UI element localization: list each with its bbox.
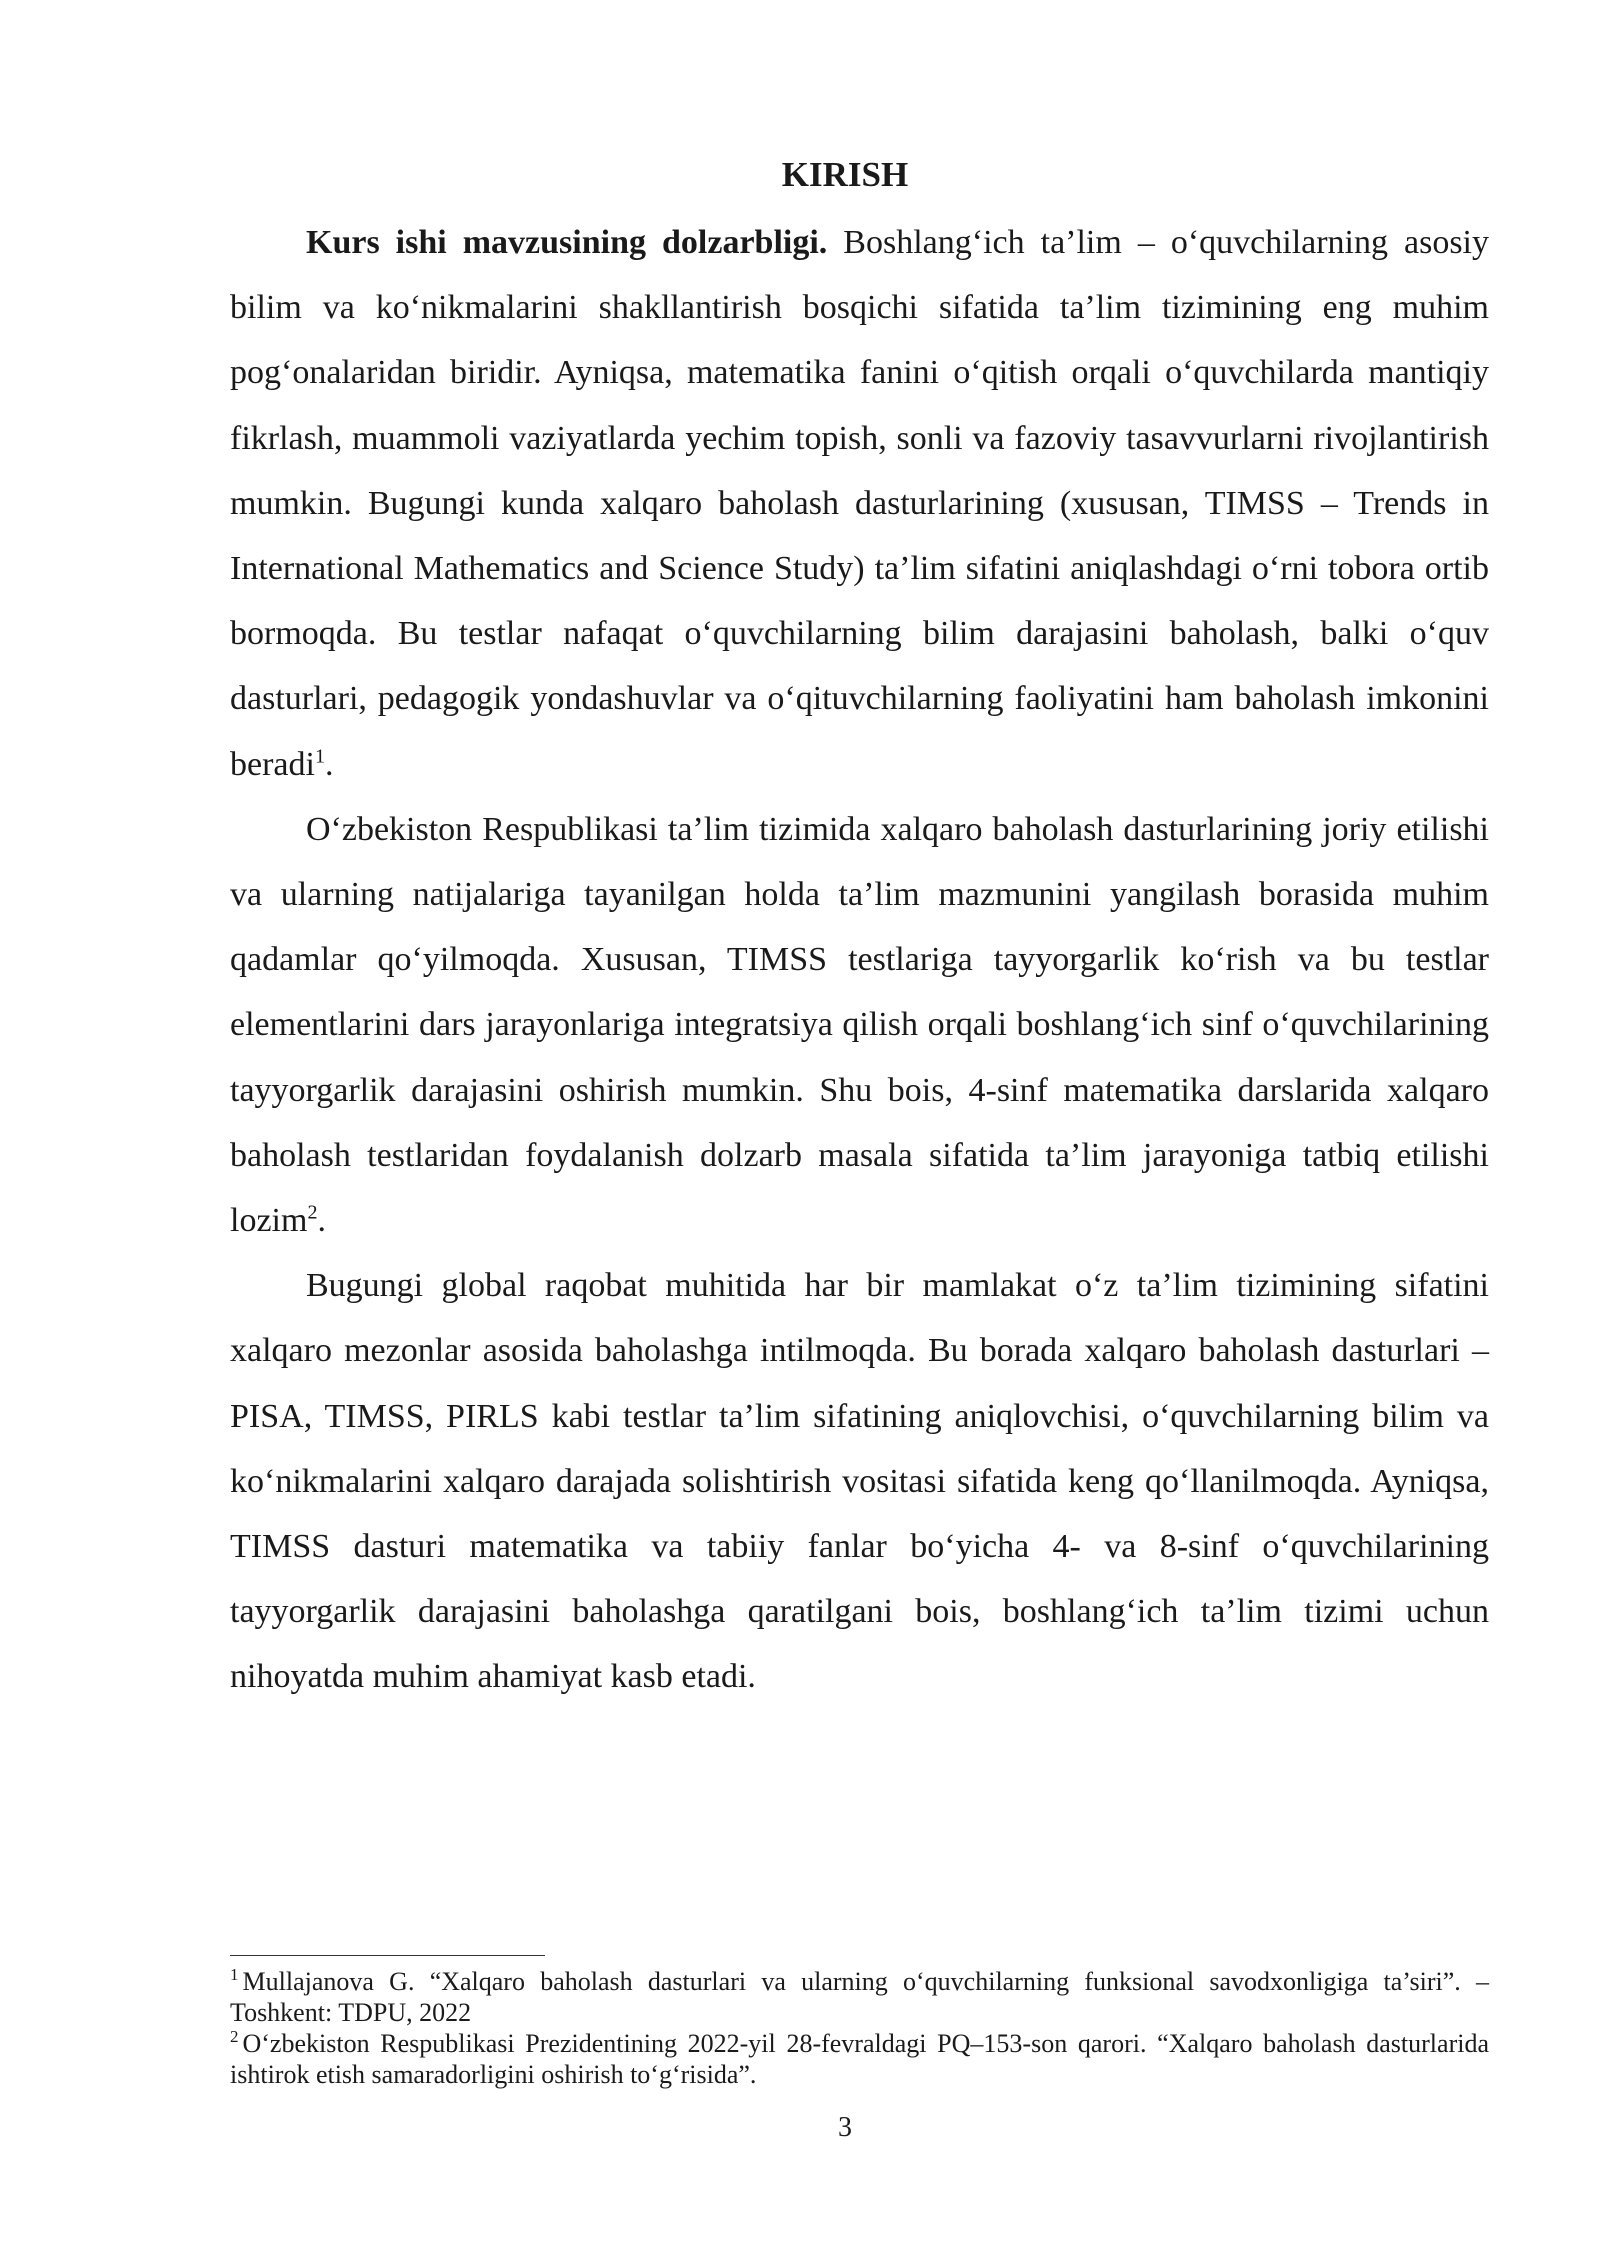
footnote-text: O‘zbekiston Respublikasi Prezidentining 2022-yil 28-fevraldagi PQ–153-son qarori. “Xalqaro baholash dasturlarida ishtirok etish samaradorligini oshirish to‘g‘risida”. bbox=[230, 2029, 1489, 2089]
footnote-2 bbox=[230, 2028, 1489, 2090]
paragraph-text: Boshlang‘ich ta’lim – o‘quvchilarning asosiy bilim va ko‘nikmalarini shakllantirish bosqichi sifatida ta’lim tizimining eng muhim pog‘onalaridan biridir. Ayniqsa, matematika fanini o‘qitish orqali o‘quvchilarda mantiqiy fikrlash, muammoli vaziyatlarda yechim topish, sonli va fazoviy tasavvurlarni rivojlantirish mumkin. Bugungi kunda xalqaro baholash dasturlarining (xususan, TIMSS – Trends in International Mathematics and Science Study) ta’lim sifatini aniqlashdagi o‘rni tobora ortib bormoqda. Bu testlar nafaqat o‘quvchilarning bilim darajasini baholash, balki o‘quv dasturlari, pedagogik yondashuvlar va o‘qituvchilarning faoliyatini ham baholash imkonini beradi bbox=[230, 224, 1490, 783]
footnote-ref[interactable]: 2 bbox=[307, 1201, 318, 1224]
paragraph-relevance bbox=[230, 210, 1489, 797]
footnote-mark: 2 bbox=[230, 2027, 239, 2047]
footnotes bbox=[230, 1966, 1489, 2090]
footnote-1 bbox=[230, 1966, 1489, 2028]
body-text bbox=[230, 210, 1489, 1710]
paragraph-text: O‘zbekiston Respublikasi ta’lim tizimida xalqaro baholash dasturlarining joriy etilishi va ularning natijalariga tayanilgan holda ta’lim mazmunini yangilash borasida muhim qadamlar qo‘yilmoqda. Xususan, TIMSS testlariga tayyorgarlik ko‘rish va bu testlar elementlarini dars jarayonlariga integratsiya qilish orqali boshlang‘ich sinf o‘quvchilarining tayyorgarlik darajasini oshirish mumkin. Shu bois, 4-sinf matematika darslarida xalqaro baholash testlaridan foydalanish dolzarb masala sifatida ta’lim jarayoniga tatbiq etilishi lozim bbox=[230, 810, 1489, 1240]
paragraph-global bbox=[230, 1253, 1489, 1709]
page-number: 3 bbox=[838, 2112, 852, 2143]
paragraph-lead: Kurs ishi mavzusining dolzarbligi. bbox=[306, 224, 828, 261]
paragraph-end: . bbox=[324, 745, 334, 783]
footnote-separator bbox=[230, 1955, 545, 1956]
footnote-ref[interactable]: 1 bbox=[314, 745, 325, 768]
paragraph-text: Bugungi global raqobat muhitida har bir mamlakat o‘z ta’lim tizimining sifatini xalqaro mezonlar asosida baholashga intilmoqda. Bu borada xalqaro baholash dasturlari – PISA, TIMSS, PIRLS kabi testlar ta’lim sifatining aniqlovchisi, o‘quvchilarning bilim va ko‘nikmalarini xalqaro darajada solishtirish vositasi sifatida keng qo‘llanilmoqda. Ayniqsa, TIMSS dasturi matematika va tabiiy fanlar bo‘yicha 4- va 8-sinf o‘quvchilarining tayyorgarlik darajasini baholashga qaratilgani bois, boshlang‘ich ta’lim tizimi uchun nihoyatda muhim ahamiyat kasb etadi. bbox=[230, 1267, 1489, 1696]
section-heading: KIRISH bbox=[781, 155, 909, 194]
footnote-text: Mullajanova G. “Xalqaro baholash dasturlari va ularning o‘quvchilarning funksional savodxonligiga ta’siri”. – Toshkent: TDPU, 2022 bbox=[230, 1967, 1489, 2027]
paragraph-end: . bbox=[317, 1202, 326, 1240]
paragraph-uzbekistan bbox=[230, 797, 1489, 1253]
footnote-mark: 1 bbox=[230, 1965, 239, 1985]
